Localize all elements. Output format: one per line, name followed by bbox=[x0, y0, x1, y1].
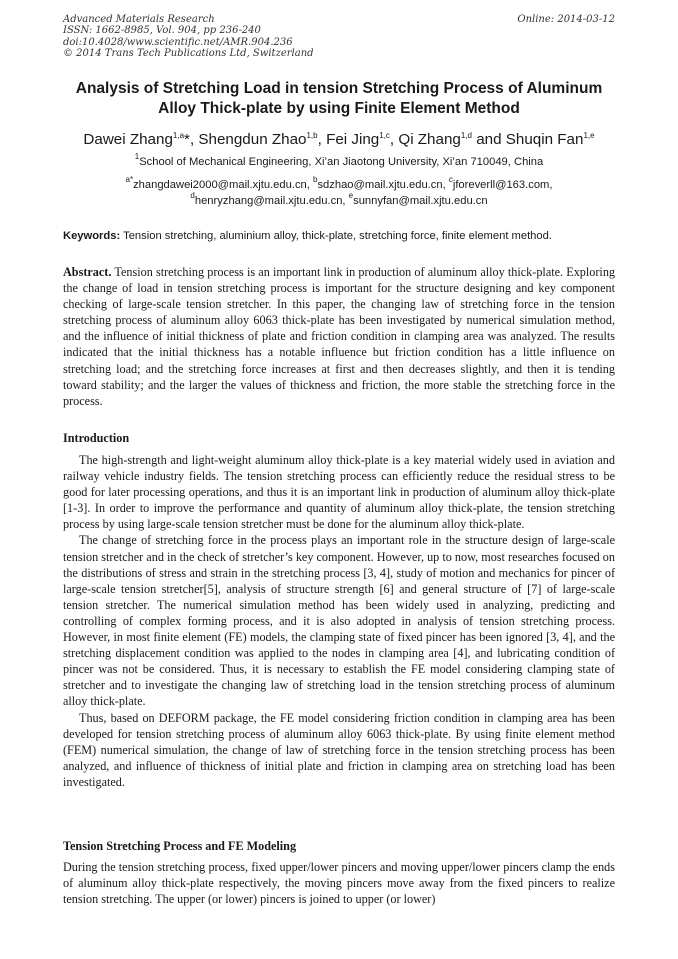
keywords bbox=[63, 229, 623, 243]
abstract-label: Abstract. bbox=[63, 265, 112, 279]
introduction-body bbox=[63, 452, 615, 790]
email-sup: c bbox=[448, 175, 453, 184]
paragraph: The high-strength and light-weight aluminum alloy thick-plate is a key material widely used in aviation and railway vehicle industry fields. The tension stretching process can efficiently reduce the residual stress to be good for later processing operations, and thus it is an important link in production of aluminum alloy thick-plate [1-3]. In order to improve the performance and quantity of aluminum alloy thick-plate, the tension stretching process by using large-scale tension stretcher must be done for the aluminum alloy thick-plate. bbox=[63, 453, 615, 532]
affiliation-sup: 1 bbox=[134, 152, 140, 161]
author-name: Shuqin Fan bbox=[505, 131, 584, 148]
email-sup: b bbox=[312, 175, 318, 184]
author-name: Shengdun Zhao bbox=[198, 131, 307, 148]
email-link[interactable]: zhangdawei2000@mail.xjtu.edu.cn, bbox=[133, 179, 310, 191]
keywords-text: Tension stretching, aluminium alloy, thick-plate, stretching force, finite element method. bbox=[123, 230, 552, 242]
paragraph: During the tension stretching process, fixed upper/lower pincers and moving upper/lower pincers clamp the ends of aluminum alloy thick-plate respectively, the moving pincers move away from the fixed pincers to realize tension stretching. The upper (or lower) pincers is joined to upper (or lower) bbox=[63, 860, 615, 907]
affiliation bbox=[40, 152, 638, 169]
author-affil-sup: 1,e bbox=[583, 131, 595, 140]
email-sup: d bbox=[190, 190, 195, 200]
email-link[interactable]: sunnyfan@mail.xjtu.edu.cn bbox=[353, 194, 488, 207]
paper-title: Analysis of Stretching Load in tension Stretching Process of Aluminum Alloy Thick-plate by using Finite Element Method bbox=[75, 80, 603, 117]
journal-name: Advanced Materials Research bbox=[63, 14, 215, 25]
email-list bbox=[40, 175, 638, 209]
paragraph: Thus, based on DEFORM package, the FE model considering friction condition in clamping area has been developed for tension stretching process of aluminum alloy 6063 thick-plate. By using finite element method (FEM) numerical simulation, the change of law of stretching force in the tension stretching process has been analyzed, and influence of thickness of initial plate and friction in clamping area on stretching load has been investigated. bbox=[63, 710, 615, 789]
author-name: Qi Zhang bbox=[398, 131, 461, 148]
email-line bbox=[40, 190, 638, 210]
author-affil-sup: 1,d bbox=[460, 131, 472, 140]
author-list: Dawei Zhang$^{1,a}$*, Shengdun Zhao$^{1,b}$, Fei Jing$^{1,c}$, Qi Zhang$^{1,d}$ and Shuqin Fan$^{1,e}$ bbox=[83, 131, 595, 148]
tension-section-heading: Tension Stretching Process and FE Modeling bbox=[63, 839, 297, 853]
copyright-line: © 2014 Trans Tech Publications Ltd, Switzerland bbox=[63, 48, 314, 60]
paragraph: The change of stretching force in the process plays an important role in the structure design of large-scale tension stretcher and in the check of stretcher’s key component. However, up to now, most researches focused on the distributions of stress and strain in the stretching process [3, 4], study of motion and mechanics for pincer of large-scale tension stretcher[5], analysis of structure strength [6] and general structure of [7] of large-scale tension stretcher. The numerical simulation method has been widely used in analyzing, predicting and controlling of complex forming process, and it is also adopted in analysis of tension stretching process. However, in most finite element (FE) models, the clamping state of fixed pincer has been ignored [3, 4], and the stretching displacement condition was applied to the nodes in clamping area [4], and lubricating condition of pincer was not be considered. Thus, it is necessary to establish the FE model considering clamping state of stretcher and to investigate the changing law of stretching load in the tension stretching process of aluminum alloy thick-plate. bbox=[63, 533, 615, 709]
abstract bbox=[63, 264, 615, 409]
email-link[interactable]: jforeverll@163.com, bbox=[452, 179, 553, 191]
email-link[interactable]: henryzhang@mail.xjtu.edu.cn, bbox=[194, 194, 346, 207]
affiliation-text: School of Mechanical Engineering, Xi’an Jiaotong University, Xi’an 710049, China bbox=[139, 156, 544, 168]
author-name: Fei Jing bbox=[326, 131, 380, 148]
author-name: Dawei Zhang bbox=[83, 131, 173, 148]
tension-section-body bbox=[63, 859, 615, 907]
issn-line: ISSN: 1662-8985, Vol. 904, pp 236-240 bbox=[63, 25, 261, 37]
email-line bbox=[40, 175, 638, 194]
doi-line: doi:10.4028/www.scientific.net/AMR.904.236 bbox=[63, 36, 293, 48]
email-link[interactable]: sdzhao@mail.xjtu.edu.cn, bbox=[317, 179, 446, 191]
author-affil-sup: 1,c bbox=[379, 131, 390, 140]
journal-header bbox=[63, 14, 615, 60]
author-affil-sup: 1,b bbox=[306, 131, 318, 140]
author-affil-sup: 1,a bbox=[172, 131, 185, 140]
introduction-heading: Introduction bbox=[63, 431, 130, 445]
email-sup: a* bbox=[125, 175, 134, 184]
online-date: Online: 2014-03-12 bbox=[517, 14, 615, 25]
abstract-text: Tension stretching process is an important link in production of aluminum alloy thick-plate. Exploring the change of load in tension stretching process is important for the structure designing and key component checking of large-scale tension stretcher. In this paper, the changing law of stretching force in the tension stretching process of aluminum alloy 6063 thick-plate has been investigated by numerical simulation method, and the influence of initial thickness of plate and friction condition in clamping area was analyzed. The results indicated that the initial thickness has a notable influence but friction condition has a little influence on stretching load; and the stretching force increases at first and then decreases slightly, and then it is tending toward stability; and the larger the values of thickness and friction, the more stable the stretching force in the process. bbox=[63, 265, 616, 408]
keywords-label: Keywords: bbox=[63, 230, 121, 242]
email-sup: e bbox=[348, 190, 354, 200]
